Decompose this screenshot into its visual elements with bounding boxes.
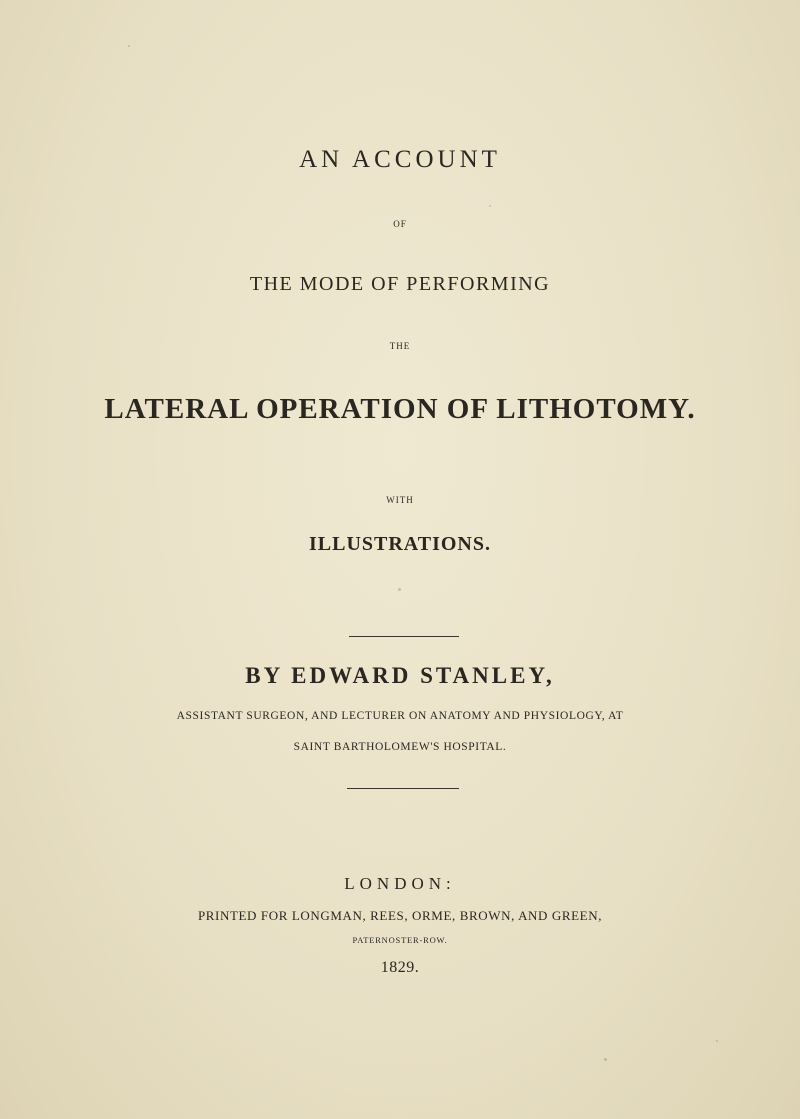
paper-speck bbox=[398, 588, 401, 591]
paper-speck bbox=[128, 45, 130, 47]
imprint-city: LONDON: bbox=[344, 874, 456, 893]
divider-rule-lower bbox=[347, 788, 459, 789]
connector-the: THE bbox=[389, 341, 411, 351]
connector-of: OF bbox=[393, 219, 407, 229]
paper-speck bbox=[489, 205, 491, 207]
connector-with: WITH bbox=[386, 495, 414, 505]
title-line-illustrations: ILLUSTRATIONS. bbox=[308, 533, 492, 555]
title-line-an-account: AN ACCOUNT bbox=[299, 146, 501, 173]
imprint-street: PATERNOSTER-ROW. bbox=[352, 935, 448, 945]
paper-speck bbox=[604, 1058, 607, 1061]
author-line: BY EDWARD STANLEY, bbox=[245, 663, 555, 688]
divider-rule-upper bbox=[349, 636, 459, 637]
title-line-mode-of-performing: THE MODE OF PERFORMING bbox=[249, 273, 551, 295]
imprint-year: 1829. bbox=[380, 959, 420, 976]
imprint-printer: PRINTED FOR LONGMAN, REES, ORME, BROWN, AND GREEN, bbox=[197, 908, 603, 923]
title-line-lateral-operation: LATERAL OPERATION OF LITHOTOMY. bbox=[104, 393, 696, 425]
paper-speck bbox=[716, 1040, 718, 1042]
author-affiliation-line-2: SAINT BARTHOLOMEW'S HOSPITAL. bbox=[293, 741, 507, 753]
author-affiliation-line-1: ASSISTANT SURGEON, AND LECTURER ON ANATOMY AND PHYSIOLOGY, AT bbox=[176, 710, 624, 722]
